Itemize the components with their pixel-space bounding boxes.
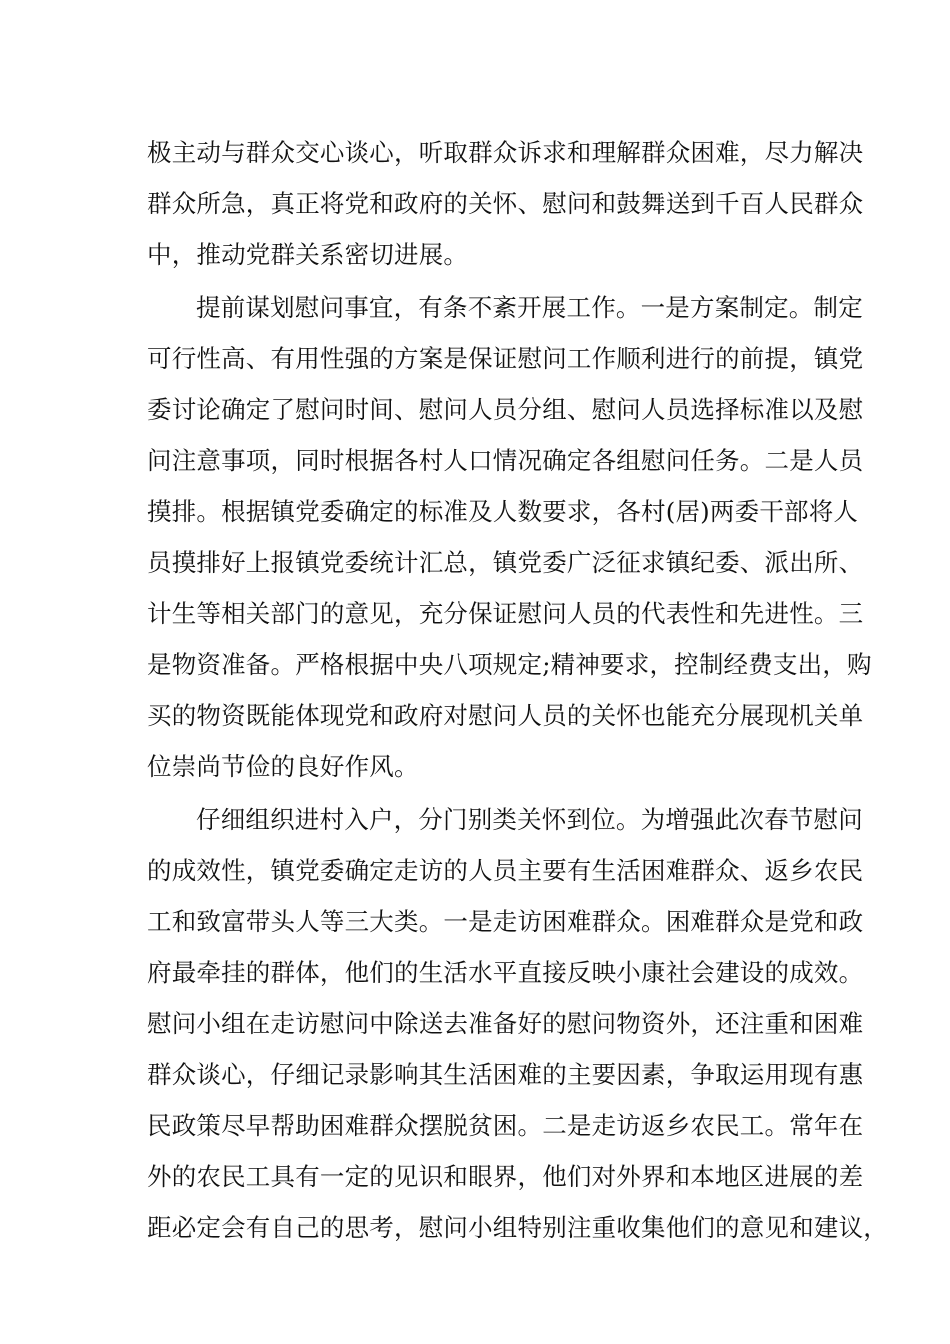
text-line: 距必定会有自己的思考，慰问小组特别注重收集他们的意见和建议， [147, 1213, 888, 1242]
text-line: 位崇尚节俭的良好作风。 [147, 752, 419, 781]
text-line: 中，推动党群关系密切进展。 [147, 240, 469, 269]
paragraph-2 [147, 288, 872, 798]
text-line: 可行性高、有用性强的方案是保证慰问工作顺利进行的前提，镇党 [147, 344, 864, 373]
text-line: 府最牵挂的群体，他们的生活水平直接反映小康社会建设的成效。 [147, 958, 864, 987]
text-line: 是物资准备。严格根据中央八项规定;精神要求，控制经费支出，购 [147, 650, 872, 679]
text-line: 仔细组织进村入户，分门别类关怀到位。为增强此次春节慰问 [196, 805, 863, 834]
text-line: 群众所急，真正将党和政府的关怀、慰问和鼓舞送到千百人民群众 [147, 189, 864, 218]
text-line: 的成效性，镇党委确定走访的人员主要有生活困难群众、返乡农民 [147, 856, 864, 885]
text-line: 提前谋划慰问事宜，有条不紊开展工作。一是方案制定。制定 [196, 293, 863, 322]
paragraph-1 [147, 133, 864, 286]
text-line: 工和致富带头人等三大类。一是走访困难群众。困难群众是党和政 [147, 907, 864, 936]
text-line: 委讨论确定了慰问时间、慰问人员分组、慰问人员选择标准以及慰 [147, 395, 864, 424]
paragraph-3 [147, 800, 888, 1259]
text-line: 员摸排好上报镇党委统计汇总，镇党委广泛征求镇纪委、派出所、 [147, 548, 864, 577]
document-body [147, 133, 888, 1259]
text-line: 买的物资既能体现党和政府对慰问人员的关怀也能充分展现机关单 [147, 701, 864, 730]
text-line: 极主动与群众交心谈心，听取群众诉求和理解群众困难，尽力解决 [147, 138, 864, 167]
text-line: 外的农民工具有一定的见识和眼界，他们对外界和本地区进展的差 [147, 1162, 864, 1191]
text-line: 慰问小组在走访慰问中除送去准备好的慰问物资外，还注重和困难 [147, 1009, 864, 1038]
text-line: 计生等相关部门的意见，充分保证慰问人员的代表性和先进性。三 [147, 599, 864, 628]
text-line: 摸排。根据镇党委确定的标准及人数要求，各村(居)两委干部将人 [147, 497, 859, 526]
text-line: 问注意事项，同时根据各村人口情况确定各组慰问任务。二是人员 [147, 446, 864, 475]
text-line: 群众谈心，仔细记录影响其生活困难的主要因素，争取运用现有惠 [147, 1060, 864, 1089]
text-line: 民政策尽早帮助困难群众摆脱贫困。二是走访返乡农民工。常年在 [147, 1111, 864, 1140]
